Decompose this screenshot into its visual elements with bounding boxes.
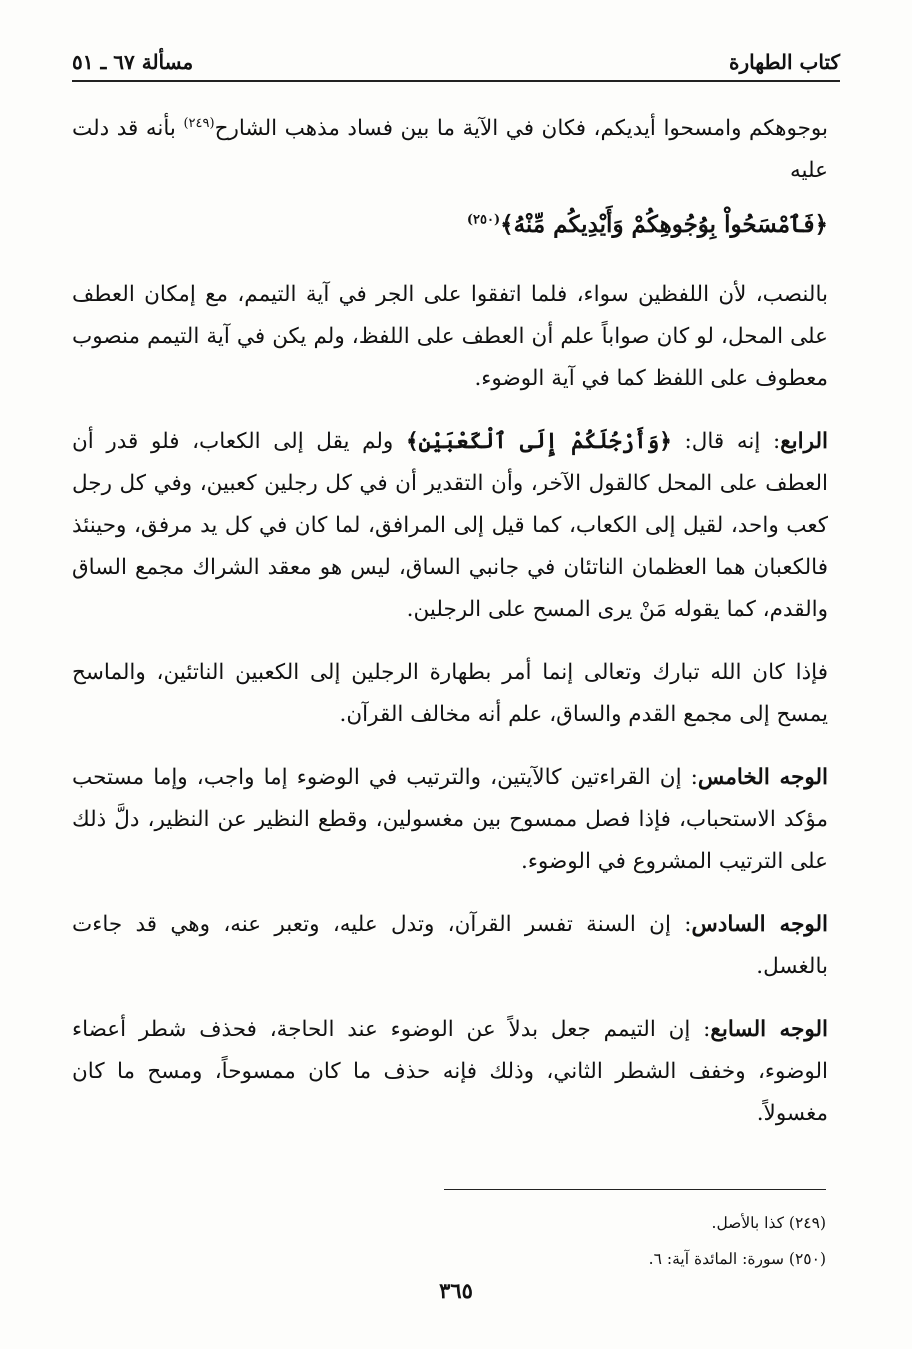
paragraph-4: فإذا كان الله تبارك وتعالى إنما أمر بطهارة الرجلين إلى الكعبين الناتئين، والماسح يمسح إلى مجمع القدم والساق، علم أنه مخالف القرآن. (72, 660, 828, 727)
running-header (72, 44, 840, 82)
paragraph-5-lead: الوجه الخامس (697, 765, 828, 790)
footnote-ref-250[interactable]: (٢٥٠) (466, 212, 501, 228)
quran-verse: ﴿فَٱمْسَحُواْ بِوُجُوهِكُمْ وَأَيْدِيكُم مِّنْهُ﴾$^{(٢٥٠)}$ (466, 211, 828, 238)
header-book-title: كتاب الطهارة (729, 50, 840, 74)
main-text (72, 108, 828, 1135)
paragraph-5: الوجه الخامس: إن القراءتين كالآيتين، والترتيب في الوضوء إما واجب، وإما مستحب مؤكد الاستحباب، فإذا فصل ممسوح بين مغسولين، وقطع النظير عن النظير، دلَّ ذلك على الترتيب المشروع في الوضوء. (72, 765, 828, 874)
footnote-divider (444, 1189, 826, 1190)
paragraph-7: الوجه السابع: إن التيمم جعل بدلاً عن الوضوء عند الحاجة، فحذف شطر أعضاء الوضوء، وخفف الشطر الثاني، وذلك فإنه حذف ما كان ممسوحاً، ومسح ما كان مغسولاً. (72, 1017, 828, 1126)
paragraph-2: بالنصب، لأن اللفظين سواء، فلما اتفقوا على الجر في آية التيمم، مع إمكان العطف على المحل، لو كان صواباً علم أن العطف على اللفظ، ولم يكن في آية التيمم منصوب معطوف على اللفظ كما في آية الوضوء. (72, 282, 828, 391)
footnote-249: (٢٤٩) كذا بالأصل. (711, 1214, 826, 1232)
footnotes (72, 1205, 826, 1277)
footnote-ref-249[interactable]: (٢٤٩) (183, 115, 215, 131)
paragraph-6: الوجه السادس: إن السنة تفسر القرآن، وتدل عليه، وتعبر عنه، وهي قد جاءت بالغسل. (72, 912, 828, 979)
footnote-250: (٢٥٠) سورة: المائدة آية: ٦. (648, 1250, 826, 1268)
paragraph-1: بوجوهكم وامسحوا أيديكم، فكان في الآية ما بين فساد مذهب الشارح$^{(٢٤٩)}$ بأنه قد دلت عليه (72, 115, 828, 183)
paragraph-3-lead: الرابع (780, 429, 828, 454)
paragraph-3: الرابع: إنه قال: ﴿وَأَرْجُلَكُمْ إِلَى ٱلْكَعْبَيْنِ﴾ ولم يقل إلى الكعاب، فلو قدر أن العطف على المحل كالقول الآخر، وأن التقدير أن في كل رجلين كعبين، وفي كل رجل كعب واحد، لقيل إلى الكعاب، كما قيل إلى المرافق، لما كان في كل يد مرفق، وحينئذ فالكعبان هما العظمان الناتئان في جانبي الساق، ليس هو معقد الشراك مجمع الساق والقدم، كما يقوله مَنْ يرى المسح على الرجلين. (72, 429, 828, 622)
quran-quote: ﴿وَأَرْجُلَكُمْ إِلَى ٱلْكَعْبَيْنِ﴾ (405, 429, 672, 454)
paragraph-7-lead: الوجه السابع (710, 1017, 828, 1042)
page-number: ٣٦٥ (439, 1278, 473, 1303)
header-section: مسألة ٦٧ ـ ٥١ (72, 50, 194, 74)
paragraph-6-lead: الوجه السادس (691, 912, 828, 937)
